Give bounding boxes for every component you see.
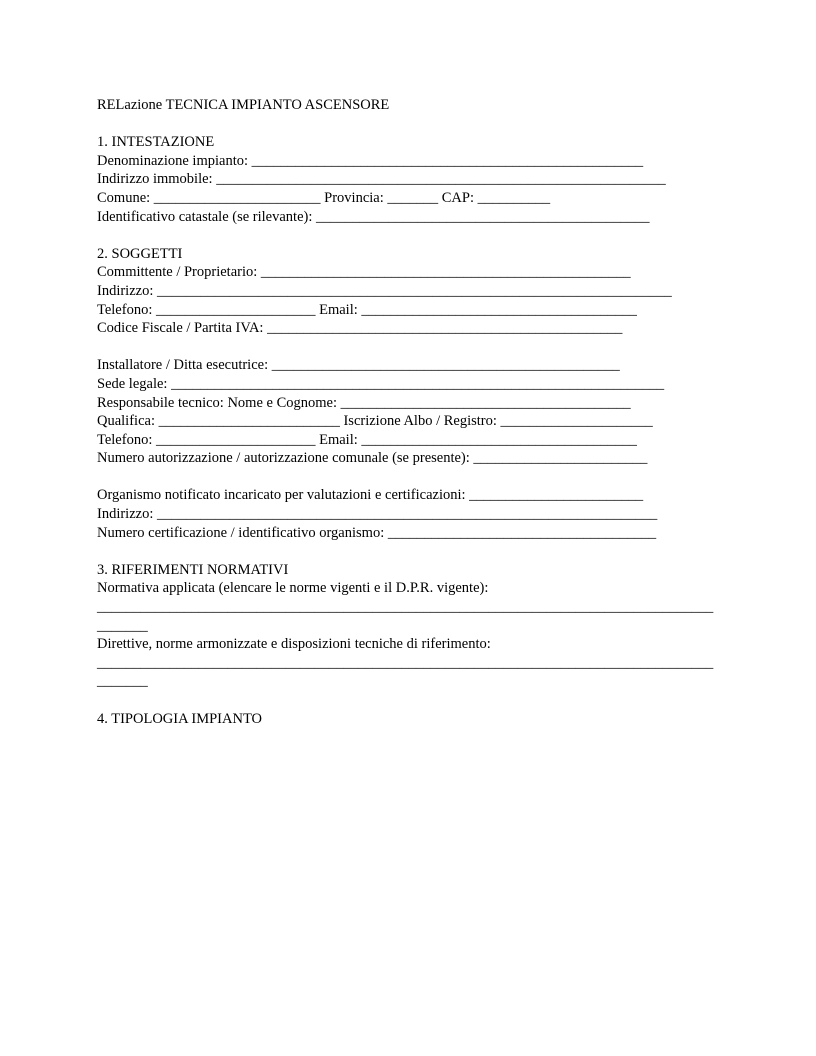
section-2-heading: 2. SOGGETTI xyxy=(97,245,183,262)
blank-line xyxy=(97,115,719,134)
field-comune-provincia-cap: Comune: _______________________ Provincia: _______ CAP: __________ xyxy=(97,189,551,206)
field-indirizzo-committente: Indirizzo: _______________________________________________________________________ xyxy=(97,282,672,299)
field-normativa-applicata: Normativa applicata (elencare le norme vigenti e il D.P.R. vigente): ____________________________________________________________________________________________ xyxy=(97,580,714,634)
blank-line xyxy=(97,338,719,357)
field-direttive-norme-armonizzate: Direttive, norme armonizzate e disposizioni tecniche di riferimento: ____________________________________________________________________________________________ xyxy=(97,636,714,690)
blank-line xyxy=(97,542,719,561)
section-3-heading: 3. RIFERIMENTI NORMATIVI xyxy=(97,561,289,578)
blank-line xyxy=(97,468,719,487)
section-4-heading: 4. TIPOLOGIA IMPIANTO xyxy=(97,710,263,727)
field-committente-proprietario: Committente / Proprietario: ___________________________________________________ xyxy=(97,264,631,281)
field-indirizzo-organismo: Indirizzo: _____________________________________________________________________ xyxy=(97,506,658,523)
field-qualifica-iscrizione-albo: Qualifica: _________________________ Iscrizione Albo / Registro: _____________________ xyxy=(97,413,653,430)
field-installatore-ditta-esecutrice: Installatore / Ditta esecutrice: ________________________________________________ xyxy=(97,357,620,374)
field-telefono-email-committente: Telefono: ______________________ Email: ______________________________________ xyxy=(97,301,637,318)
field-responsabile-tecnico: Responsabile tecnico: Nome e Cognome: ________________________________________ xyxy=(97,394,631,411)
section-1-heading: 1. INTESTAZIONE xyxy=(97,134,215,151)
field-sede-legale: Sede legale: ____________________________________________________________________ xyxy=(97,375,665,392)
field-telefono-email-installatore: Telefono: ______________________ Email: ______________________________________ xyxy=(97,431,637,448)
blank-line xyxy=(97,691,719,710)
field-identificativo-catastale: Identificativo catastale (se rilevante): ______________________________________________ xyxy=(97,208,650,225)
field-organismo-notificato: Organismo notificato incaricato per valutazioni e certificazioni: ________________________ xyxy=(97,487,644,504)
field-codice-fiscale-partita-iva: Codice Fiscale / Partita IVA: _________________________________________________ xyxy=(97,320,623,337)
blank-line xyxy=(97,226,719,245)
field-denominazione-impianto: Denominazione impianto: ______________________________________________________ xyxy=(97,152,644,169)
field-numero-certificazione: Numero certificazione / identificativo organismo: _____________________________________ xyxy=(97,524,657,541)
field-indirizzo-immobile: Indirizzo immobile: ______________________________________________________________ xyxy=(97,171,666,188)
document-body xyxy=(97,96,719,728)
field-numero-autorizzazione: Numero autorizzazione / autorizzazione comunale (se presente): ________________________ xyxy=(97,450,648,467)
title: RELazione TECNICA IMPIANTO ASCENSORE xyxy=(97,97,390,113)
